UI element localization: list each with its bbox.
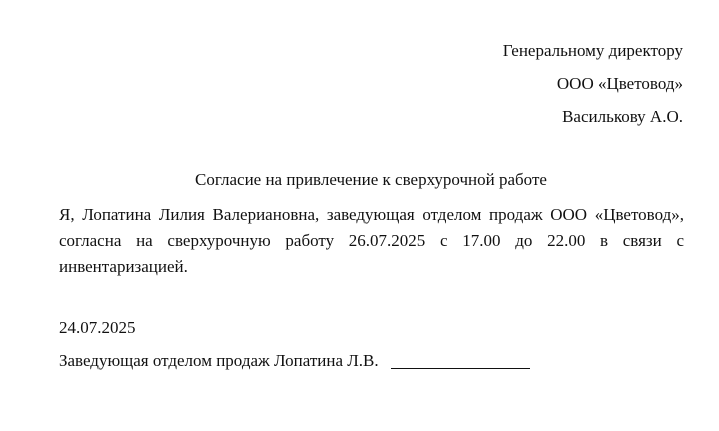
addressee-block	[503, 34, 683, 133]
addressee-company: ООО «Цветовод»	[556, 74, 683, 93]
signature-line	[59, 351, 530, 371]
addressee-position: Генеральному директору	[502, 41, 683, 60]
document-title: Согласие на привлечение к сверхурочной работе	[195, 170, 547, 189]
addressee-name: Василькову А.О.	[562, 107, 683, 126]
document-body: Я, Лопатина Лилия Валериановна, заведующая отделом продаж ООО «Цветовод», согласна на сверхурочную работу 26.07.2025 с 17.00 до 22.00 в связи с инвентаризацией.	[59, 205, 684, 276]
document-date: 24.07.2025	[59, 318, 136, 337]
signature-blank	[391, 350, 530, 369]
signatory-text: Заведующая отделом продаж Лопатина Л.В.	[59, 351, 379, 370]
